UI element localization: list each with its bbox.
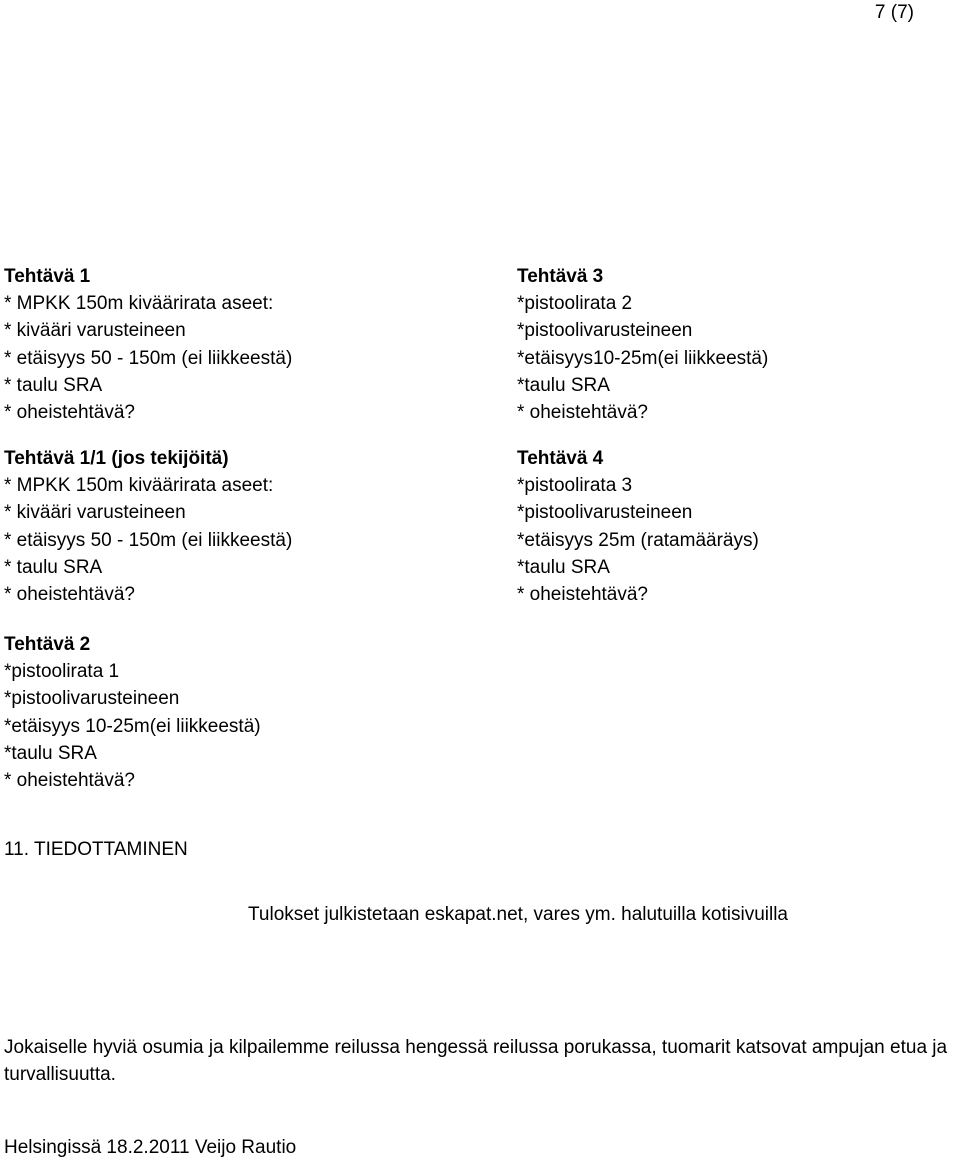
task-line: * oheistehtävä? xyxy=(517,584,648,606)
task-title: Tehtävä 1/1 (jos tekijöitä) xyxy=(4,448,229,469)
task-line: *pistoolirata 3 xyxy=(517,475,633,497)
task-line: *pistoolirata 2 xyxy=(517,293,633,315)
section-heading xyxy=(4,838,188,862)
closing-paragraph: Jokaiselle hyviä osumia ja kilpailemme reilussa hengessä reilussa porukassa, tuomarit katsovat ampujan etua ja turvallisuutta. xyxy=(4,1037,948,1085)
task-line: *pistoolivarusteineen xyxy=(517,320,693,342)
task-2-block xyxy=(4,631,261,794)
task-title: Tehtävä 1 xyxy=(4,266,91,287)
task-line: * MPKK 150m kiväärirata aseet: xyxy=(4,293,274,315)
task-line: * oheistehtävä? xyxy=(4,402,135,424)
page-number: 7 (7) xyxy=(874,2,914,23)
task-1-block xyxy=(4,263,292,426)
task-line: *pistoolirata 1 xyxy=(4,661,120,683)
section-title: TIEDOTTAMINEN xyxy=(34,839,188,860)
task-line: *pistoolivarusteineen xyxy=(517,502,693,524)
task-title: Tehtävä 4 xyxy=(517,448,604,469)
task-line: * etäisyys 50 - 150m (ei liikkeestä) xyxy=(4,347,293,369)
task-title: Tehtävä 3 xyxy=(517,266,604,287)
task-line: * kivääri varusteineen xyxy=(4,502,186,524)
section-number: 11. xyxy=(4,839,30,860)
task-line: * oheistehtävä? xyxy=(517,402,648,424)
task-line: * oheistehtävä? xyxy=(4,770,135,792)
task-line: *taulu SRA xyxy=(517,374,610,396)
task-line: * etäisyys 50 - 150m (ei liikkeestä) xyxy=(4,529,293,551)
task-line: *etäisyys 25m (ratamääräys) xyxy=(517,529,759,551)
signature-line: Helsingissä 18.2.2011 Veijo Rautio xyxy=(4,1137,297,1158)
task-line: *taulu SRA xyxy=(4,742,97,764)
task-3-block xyxy=(517,263,768,426)
task-line: *etäisyys10-25m(ei liikkeestä) xyxy=(517,347,769,369)
task-4-block xyxy=(517,445,759,608)
task-title: Tehtävä 2 xyxy=(4,634,91,655)
task-line: * oheistehtävä? xyxy=(4,584,135,606)
task-line: * taulu SRA xyxy=(4,556,103,578)
task-line: *pistoolivarusteineen xyxy=(4,688,180,710)
task-line: * kivääri varusteineen xyxy=(4,320,186,342)
results-text: Tulokset julkistetaan eskapat.net, vares ym. halutuilla kotisivuilla xyxy=(248,904,788,925)
task-line: *etäisyys 10-25m(ei liikkeestä) xyxy=(4,715,261,737)
task-line: * taulu SRA xyxy=(4,374,103,396)
task-1-1-block xyxy=(4,445,292,608)
task-line: * MPKK 150m kiväärirata aseet: xyxy=(4,475,274,497)
task-line: *taulu SRA xyxy=(517,556,610,578)
